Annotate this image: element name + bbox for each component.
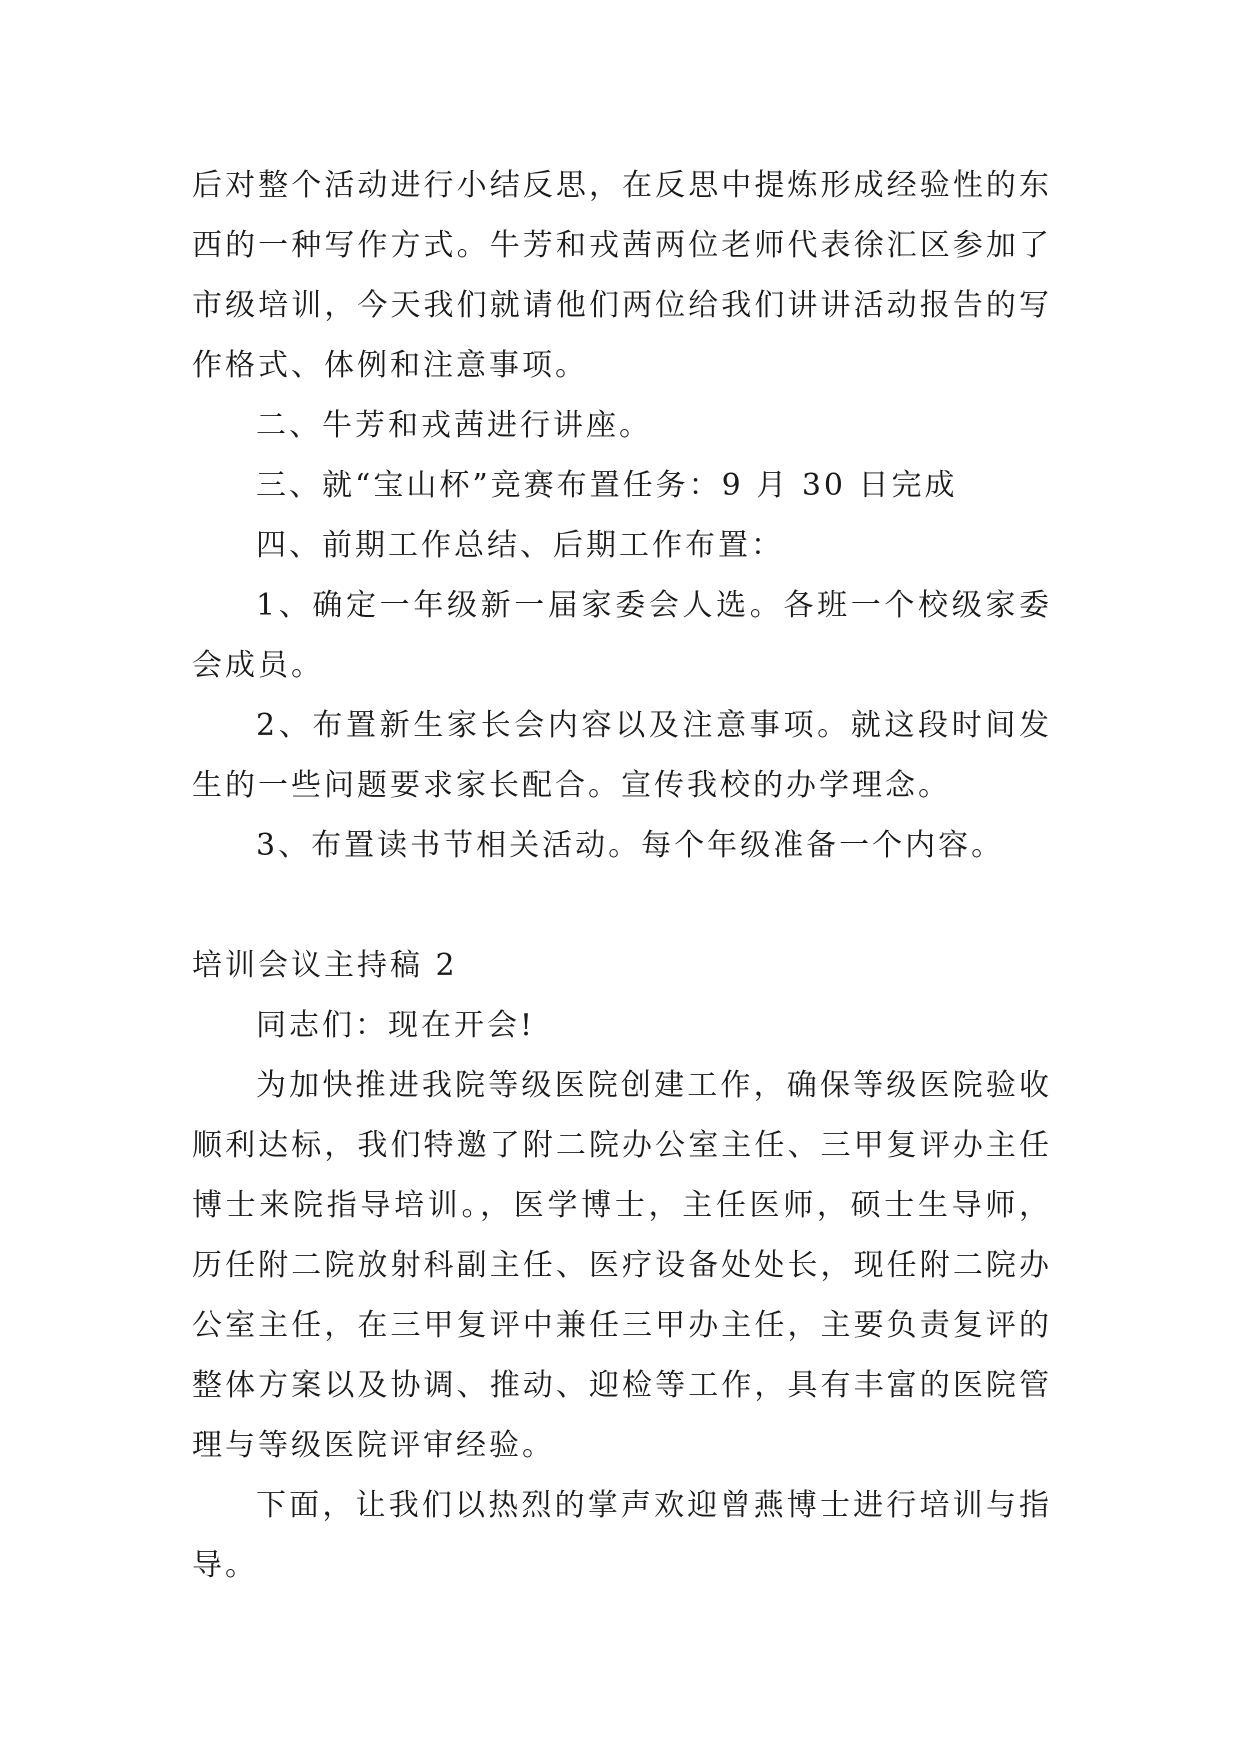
paragraph-line: 公室主任，在三甲复评中兼任三甲办主任，主要负责复评的: [192, 1308, 1052, 1343]
agenda-item: 二、牛芳和戎茜进行讲座。: [256, 408, 652, 443]
salutation: 同志们：现在开会!: [256, 1008, 536, 1043]
paragraph-line: 市级培训，今天我们就请他们两位给我们讲讲活动报告的写: [192, 288, 1052, 323]
list-item-continuation: 会成员。: [192, 648, 324, 683]
section-title: 培训会议主持稿 2: [192, 948, 458, 983]
paragraph-line: 作格式、体例和注意事项。: [192, 348, 588, 383]
paragraph-line: 后对整个活动进行小结反思，在反思中提炼形成经验性的东: [192, 168, 1052, 203]
agenda-item: 三、就“宝山杯”竞赛布置任务：9 月 30 日完成: [256, 468, 958, 503]
paragraph-line: 顺利达标，我们特邀了附二院办公室主任、三甲复评办主任: [192, 1128, 1052, 1163]
list-item-continuation: 生的一些问题要求家长配合。宣传我校的办学理念。: [192, 768, 951, 803]
list-item: 2、布置新生家长会内容以及注意事项。就这段时间发: [256, 708, 1052, 743]
paragraph-line: 导。: [192, 1548, 258, 1583]
paragraph-line: 整体方案以及协调、推动、迎检等工作，具有丰富的医院管: [192, 1368, 1052, 1403]
paragraph-line: 下面，让我们以热烈的掌声欢迎曾燕博士进行培训与指: [256, 1488, 1052, 1523]
paragraph-line: 为加快推进我院等级医院创建工作，确保等级医院验收: [256, 1068, 1052, 1103]
agenda-item: 四、前期工作总结、后期工作布置：: [256, 528, 784, 563]
paragraph-line: 理与等级医院评审经验。: [192, 1428, 555, 1463]
list-item: 3、布置读书节相关活动。每个年级准备一个内容。: [256, 828, 1005, 863]
paragraph-line: 博士来院指导培训。，医学博士，主任医师，硕士生导师，: [192, 1188, 1052, 1223]
paragraph-line: 西的一种写作方式。牛芳和戎茜两位老师代表徐汇区参加了: [192, 228, 1052, 263]
paragraph-line: 历任附二院放射科副主任、医疗设备处处长，现任附二院办: [192, 1248, 1052, 1283]
list-item: 1、确定一年级新一届家委会人选。各班一个校级家委: [256, 588, 1052, 623]
